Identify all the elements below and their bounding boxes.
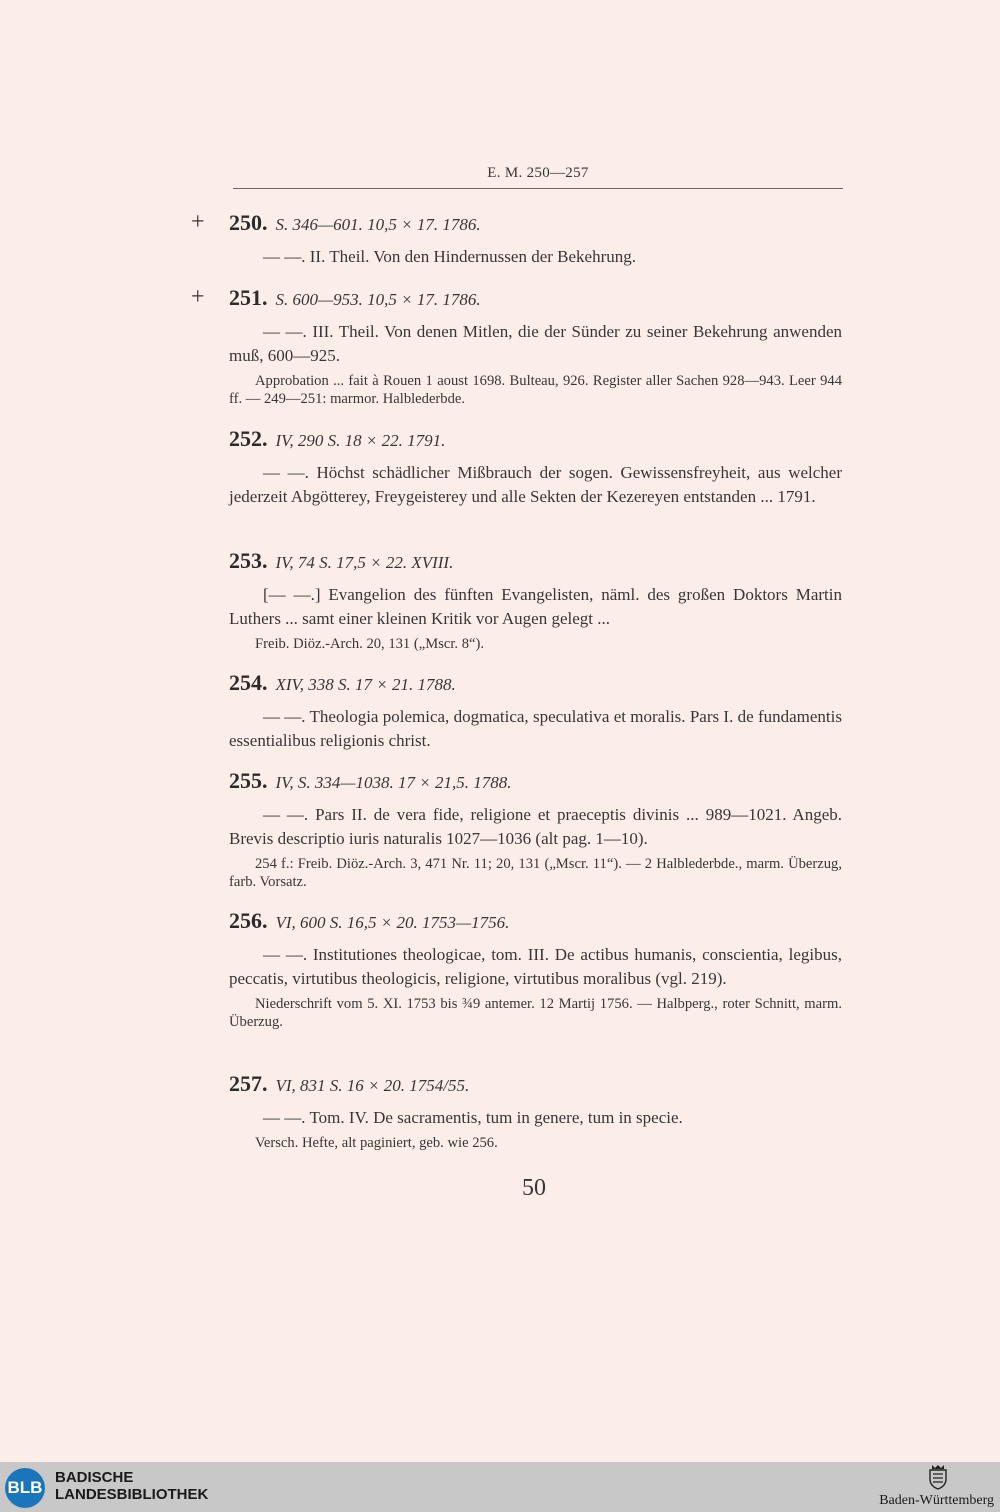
footer-bar <box>0 1462 1000 1512</box>
entry-body: — —. Pars II. de vera fide, religione et praeceptis divinis ... 989—1021. Angeb. Brevis descriptio iuris naturalis 1027—1036 (alt pag. 1—10). <box>229 805 842 848</box>
coat-of-arms-icon <box>927 1464 949 1490</box>
blb-logo[interactable]: BLB <box>5 1468 45 1508</box>
entry-number: 253. <box>229 548 268 573</box>
entry-meta: S. 346—601. 10,5 × 17. 1786. <box>275 215 481 234</box>
entry-number: 255. <box>229 768 268 793</box>
catalog-entry-252 <box>229 427 842 509</box>
entry-meta: XIV, 338 S. 17 × 21. 1788. <box>275 675 456 694</box>
catalog-entry-250 <box>191 209 842 269</box>
state-label: Baden-Württemberg <box>879 1493 994 1508</box>
library-name-line2: LANDESBIBLIOTHEK <box>55 1486 209 1503</box>
entry-number: 254. <box>229 670 268 695</box>
entry-meta: VI, 831 S. 16 × 20. 1754/55. <box>275 1076 470 1095</box>
entry-meta: VI, 600 S. 16,5 × 20. 1753—1756. <box>275 913 510 932</box>
catalog-entry-253 <box>229 549 842 653</box>
entry-note: 254 f.: Freib. Diöz.-Arch. 3, 471 Nr. 11; 20, 131 („Mscr. 11“). — 2 Halblederbde., marm. Überzug, farb. Vorsatz. <box>229 856 842 890</box>
entry-note: Approbation ... fait à Rouen 1 aoust 1698. Bulteau, 926. Register aller Sachen 928—943. Leer 944 ff. — 249—251: marmor. Halblederbde. <box>229 373 842 407</box>
plus-mark: + <box>191 209 205 235</box>
entry-body: — —. Institutiones theologicae, tom. III. De actibus humanis, conscientia, legibus, peccatis, virtutibus theologicis, religione, virtutibus moralibus (vgl. 219). <box>229 945 842 988</box>
entry-meta: IV, 74 S. 17,5 × 22. XVIII. <box>275 553 454 572</box>
plus-mark: + <box>191 284 205 310</box>
entry-note: Freib. Diöz.-Arch. 20, 131 („Mscr. 8“). <box>255 636 484 652</box>
entry-body: — —. III. Theil. Von denen Mitlen, die der Sünder zu seiner Bekehrung anwenden muß, 600—925. <box>229 322 842 365</box>
page-number: 50 <box>522 1175 546 1201</box>
library-name[interactable] <box>55 1469 208 1503</box>
entry-number: 250. <box>229 210 268 235</box>
entry-number: 251. <box>229 285 268 310</box>
entry-body: [— —.] Evangelion des fünften Evangelisten, näml. des großen Doktors Martin Luthers ... samt einer kleinen Kritik vor Augen gelegt ... <box>229 585 842 628</box>
entry-note: Niederschrift vom 5. XI. 1753 bis ¾9 antemer. 12 Martij 1756. — Halbperg., roter Schnitt, marm. Überzug. <box>229 996 842 1030</box>
running-header: E. M. 250—257 <box>233 165 843 189</box>
entry-number: 252. <box>229 426 268 451</box>
entry-note: Versch. Hefte, alt paginiert, geb. wie 256. <box>255 1135 498 1151</box>
catalog-entry-257 <box>229 1072 842 1152</box>
entry-number: 257. <box>229 1071 268 1096</box>
entry-body: — —. II. Theil. Von den Hindernussen der Bekehrung. <box>263 247 636 266</box>
catalog-entry-256 <box>229 909 842 1031</box>
entry-meta: IV, 290 S. 18 × 22. 1791. <box>275 431 446 450</box>
catalog-entry-254 <box>229 671 842 753</box>
entry-body: — —. Theologia polemica, dogmatica, speculativa et moralis. Pars I. de fundamentis essentialibus religionis christ. <box>229 707 842 750</box>
entry-body: — —. Höchst schädlicher Mißbrauch der sogen. Gewissensfreyheit, aus welcher jederzeit Abgötterey, Freygeisterey und alle Sekten der Kezereyen entstanden ... 1791. <box>229 463 842 506</box>
catalog-entry-251 <box>191 284 842 408</box>
entry-body: — —. Tom. IV. De sacramentis, tum in genere, tum in specie. <box>263 1108 683 1127</box>
entry-meta: IV, S. 334—1038. 17 × 21,5. 1788. <box>275 773 512 792</box>
library-name-line1: BADISCHE <box>55 1469 134 1486</box>
entry-meta: S. 600—953. 10,5 × 17. 1786. <box>275 290 481 309</box>
catalog-entry-255 <box>229 769 842 891</box>
entry-number: 256. <box>229 908 268 933</box>
